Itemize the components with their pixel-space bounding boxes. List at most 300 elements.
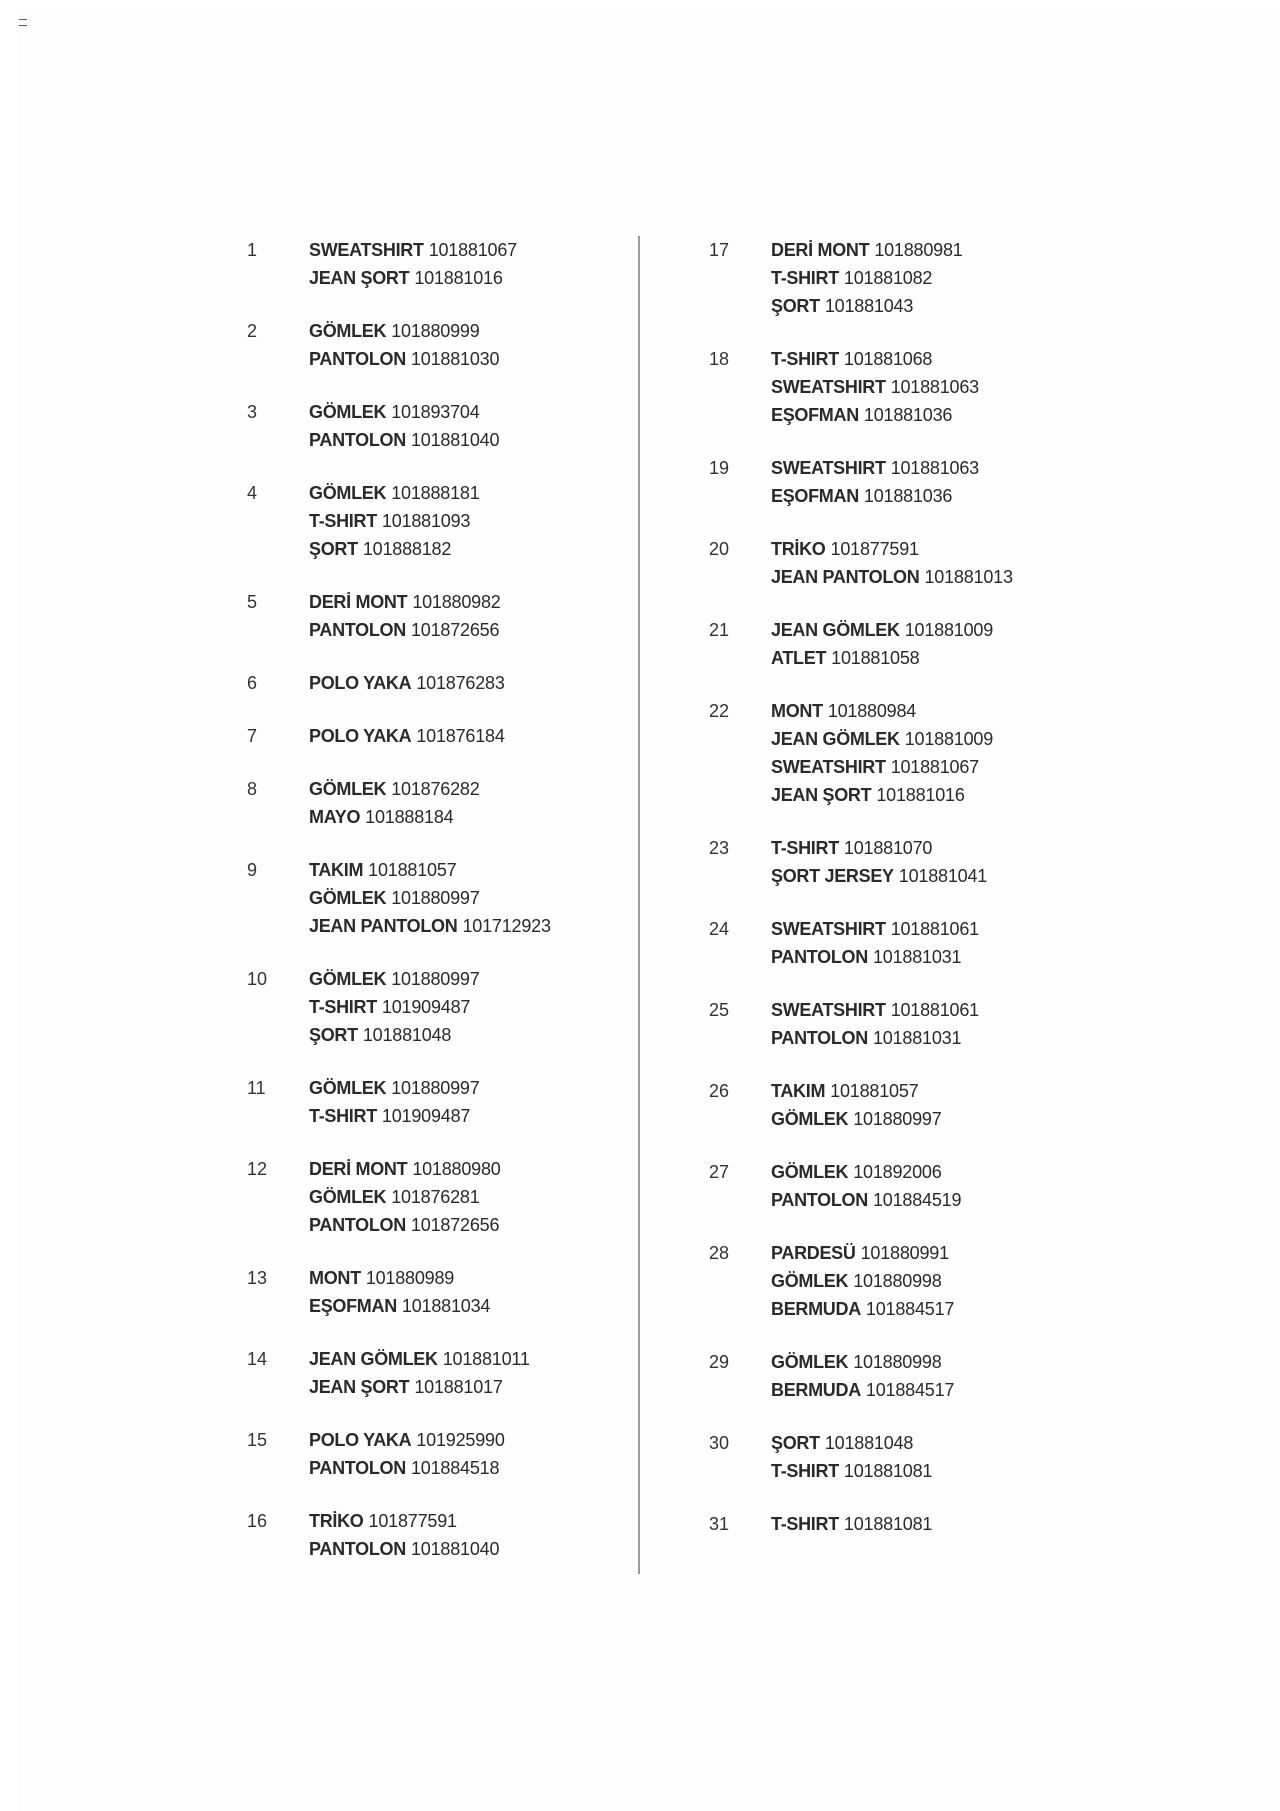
look-items [309,1155,627,1239]
product-code: 101881061 [890,919,979,939]
product-code: 101876283 [416,673,505,693]
product-line [309,1102,627,1130]
look-items [771,1348,1129,1404]
look-number: 21 [709,620,730,640]
product-name: MAYO [309,807,361,827]
product-line [771,373,1129,401]
look-items [771,1429,1129,1485]
product-code: 101881030 [410,349,500,369]
product-name: ŞORT [771,1433,820,1453]
product-code: 101888184 [365,807,454,827]
product-line [771,753,1129,781]
product-line [771,781,1129,809]
look-entry [709,1077,1129,1133]
product-code: 101881082 [843,268,933,288]
product-name: GÖMLEK [771,1162,849,1182]
product-code: 101881057 [368,860,457,880]
product-code: 101881031 [872,947,962,967]
look-number: 30 [709,1433,730,1453]
product-name: PANTOLON [309,1215,406,1235]
product-code: 101881016 [414,268,503,288]
look-items [771,616,1129,672]
product-code: 101888181 [391,483,480,503]
look-number: 31 [709,1514,730,1534]
product-line [771,535,1129,563]
look-entry [709,1158,1129,1214]
look-number: 14 [247,1349,268,1369]
product-name: SWEATSHIRT [309,240,424,260]
product-line [309,1373,627,1401]
product-code: 101881057 [830,1081,919,1101]
product-code: 101884519 [872,1190,962,1210]
product-line [309,236,627,264]
product-code: 101877591 [830,539,919,559]
look-items [771,834,1129,890]
look-number: 1 [247,240,258,260]
product-line [771,1024,1129,1052]
product-code: 101872656 [410,620,500,640]
product-line [771,1510,1129,1538]
product-line [771,1376,1129,1404]
product-name: POLO YAKA [309,673,412,693]
look-entry [709,616,1129,672]
look-number: 5 [247,592,258,612]
product-code: 101881067 [890,757,979,777]
look-items [309,588,627,644]
product-line [771,292,1129,320]
look-number: 18 [709,349,730,369]
product-line [309,803,627,831]
product-code: 101880997 [391,969,480,989]
product-name: PARDESÜ [771,1243,856,1263]
look-entry [247,775,627,831]
product-code: 101881016 [876,785,965,805]
look-entry [247,479,627,563]
look-entry [247,1074,627,1130]
look-number: 13 [247,1268,268,1288]
product-name: MONT [771,701,823,721]
product-name: GÖMLEK [771,1109,849,1129]
look-items [309,398,627,454]
look-entry [709,697,1129,809]
product-code: 101925990 [416,1430,505,1450]
product-line [309,398,627,426]
product-code: 101881081 [843,1461,933,1481]
product-code: 101881068 [843,349,933,369]
product-line [771,1105,1129,1133]
product-code: 101881009 [904,729,994,749]
product-code: 101888182 [362,539,452,559]
product-name: ŞORT [309,1025,358,1045]
product-name: SWEATSHIRT [771,458,886,478]
product-name: T-SHIRT [771,1514,839,1534]
product-line [309,775,627,803]
product-line [309,884,627,912]
product-name: T-SHIRT [309,1106,377,1126]
look-items [771,236,1129,320]
look-items [771,1077,1129,1133]
look-entry [247,1507,627,1563]
look-items [771,996,1129,1052]
look-number: 6 [247,673,258,693]
product-line [309,912,627,940]
menu-icon[interactable] [19,19,27,26]
product-line [309,588,627,616]
product-name: ŞORT [309,539,358,559]
look-entry [247,588,627,644]
product-line [771,697,1129,725]
product-line [771,915,1129,943]
product-name: JEAN PANTOLON [309,916,458,936]
product-name: SWEATSHIRT [771,757,886,777]
product-name: POLO YAKA [309,1430,412,1450]
look-entry [247,317,627,373]
product-line [309,426,627,454]
look-entry [247,398,627,454]
look-items [309,1264,627,1320]
product-line [771,401,1129,429]
product-name: JEAN PANTOLON [771,567,920,587]
product-code: 101872656 [410,1215,500,1235]
product-name: DERİ MONT [309,1159,408,1179]
column-divider [638,236,640,1574]
product-code: 101881048 [824,1433,914,1453]
look-entry [247,1426,627,1482]
product-name: JEAN ŞORT [309,268,410,288]
product-name: PANTOLON [771,947,868,967]
look-entry [247,236,627,292]
product-line [771,996,1129,1024]
product-name: T-SHIRT [309,997,377,1017]
product-line [309,535,627,563]
product-name: PANTOLON [309,430,406,450]
product-code: 101881036 [863,486,953,506]
product-name: GÖMLEK [309,1187,387,1207]
look-number: 19 [709,458,730,478]
product-name: SWEATSHIRT [771,919,886,939]
product-code: 101881009 [904,620,994,640]
product-line [771,1239,1129,1267]
product-line [309,1211,627,1239]
product-name: GÖMLEK [309,321,387,341]
look-items [309,1345,627,1401]
product-code: 101881081 [843,1514,933,1534]
product-name: MONT [309,1268,361,1288]
product-code: 101712923 [462,916,551,936]
look-entry [247,722,627,750]
product-line [309,1454,627,1482]
look-number: 11 [247,1078,266,1098]
product-name: GÖMLEK [309,779,387,799]
product-name: SWEATSHIRT [771,377,886,397]
product-name: PANTOLON [771,1028,868,1048]
product-line [309,1155,627,1183]
look-number: 27 [709,1162,730,1182]
product-code: 101881063 [890,458,979,478]
look-number: 20 [709,539,730,559]
product-line [771,1186,1129,1214]
product-line [309,507,627,535]
look-entry [247,1264,627,1320]
product-name: JEAN GÖMLEK [771,620,900,640]
product-line [771,345,1129,373]
look-items [309,965,627,1049]
product-line [309,317,627,345]
product-code: 101881017 [414,1377,503,1397]
look-number: 8 [247,779,258,799]
product-line [771,862,1129,890]
product-name: GÖMLEK [309,483,387,503]
product-name: PANTOLON [771,1190,868,1210]
product-name: T-SHIRT [771,268,839,288]
product-line [309,965,627,993]
product-line [309,616,627,644]
product-name: JEAN ŞORT [309,1377,410,1397]
product-name: JEAN GÖMLEK [771,729,900,749]
look-items [309,1074,627,1130]
product-line [309,1292,627,1320]
product-name: TRİKO [309,1511,364,1531]
product-name: T-SHIRT [309,511,377,531]
look-items [309,669,627,697]
look-entry [709,996,1129,1052]
product-name: JEAN ŞORT [771,785,872,805]
product-name: TAKIM [771,1081,826,1101]
look-items [771,345,1129,429]
product-line [771,264,1129,292]
product-name: EŞOFMAN [771,486,859,506]
product-code: 101881040 [410,1539,500,1559]
product-code: 101881070 [843,838,933,858]
product-line [309,1264,627,1292]
look-number: 25 [709,1000,730,1020]
look-number: 26 [709,1081,730,1101]
product-code: 101884517 [865,1299,955,1319]
look-number: 16 [247,1511,268,1531]
product-code: 101876282 [391,779,480,799]
look-entry [709,1348,1129,1404]
look-number: 23 [709,838,730,858]
look-items [771,535,1129,591]
product-name: BERMUDA [771,1299,861,1319]
product-name: GÖMLEK [309,1078,387,1098]
look-items [771,454,1129,510]
product-line [309,993,627,1021]
product-line [309,856,627,884]
product-name: EŞOFMAN [771,405,859,425]
look-number: 9 [247,860,258,880]
look-items [771,1158,1129,1214]
product-line [309,1021,627,1049]
product-code: 101877591 [368,1511,457,1531]
look-items [771,915,1129,971]
look-number: 3 [247,402,258,422]
product-code: 101892006 [853,1162,942,1182]
product-line [309,1426,627,1454]
look-number: 17 [709,240,730,260]
product-line [771,454,1129,482]
look-items [309,722,627,750]
product-name: GÖMLEK [771,1271,849,1291]
product-line [771,236,1129,264]
product-name: TAKIM [309,860,364,880]
product-code: 101880984 [827,701,917,721]
product-code: 101880997 [853,1109,942,1129]
product-code: 101880980 [412,1159,501,1179]
product-code: 101881043 [824,296,914,316]
product-code: 101881034 [401,1296,491,1316]
product-code: 101881067 [428,240,517,260]
look-entry [709,454,1129,510]
look-items [771,1510,1129,1538]
look-items [771,697,1129,809]
product-code: 101880998 [853,1271,942,1291]
product-code: 101881031 [872,1028,962,1048]
look-number: 28 [709,1243,730,1263]
product-code: 101909487 [381,1106,471,1126]
look-entry [247,1345,627,1401]
look-number: 7 [247,726,258,746]
product-code: 101884518 [410,1458,500,1478]
look-entry [247,856,627,940]
product-line [309,1183,627,1211]
look-entry [709,1429,1129,1485]
product-name: GÖMLEK [309,888,387,908]
look-items [309,479,627,563]
product-name: DERİ MONT [771,240,870,260]
product-line [771,644,1129,672]
product-code: 101881040 [410,430,500,450]
product-name: GÖMLEK [309,402,387,422]
product-name: GÖMLEK [309,969,387,989]
product-code: 101881063 [890,377,979,397]
menu-icon-bar [19,25,27,26]
product-code: 101880998 [853,1352,942,1372]
product-line [771,1158,1129,1186]
look-number: 10 [247,969,268,989]
product-line [309,1074,627,1102]
product-code: 101881093 [381,511,471,531]
product-name: GÖMLEK [771,1352,849,1372]
look-entry [709,915,1129,971]
product-code: 101884517 [865,1380,955,1400]
look-entry [709,236,1129,320]
product-code: 101880999 [391,321,480,341]
look-entry [709,345,1129,429]
look-number: 22 [709,701,730,721]
look-entry [709,535,1129,591]
product-code: 101881061 [890,1000,979,1020]
look-number: 12 [247,1159,268,1179]
product-code: 101880989 [365,1268,455,1288]
product-name: POLO YAKA [309,726,412,746]
product-line [771,725,1129,753]
product-line [309,722,627,750]
product-name: ŞORT JERSEY [771,866,894,886]
product-name: PANTOLON [309,1458,406,1478]
look-items [309,856,627,940]
product-line [309,1535,627,1563]
product-code: 101909487 [381,997,471,1017]
product-code: 101881041 [898,866,988,886]
product-line [771,482,1129,510]
product-line [771,943,1129,971]
product-line [771,1429,1129,1457]
look-entry [709,1239,1129,1323]
product-code: 101880981 [874,240,963,260]
product-name: DERİ MONT [309,592,408,612]
look-entry [709,834,1129,890]
look-items [309,317,627,373]
product-line [309,345,627,373]
product-code: 101880997 [391,888,480,908]
product-code: 101880982 [412,592,501,612]
look-entry [709,1510,1129,1538]
product-name: T-SHIRT [771,349,839,369]
product-line [771,1077,1129,1105]
product-code: 101876281 [391,1187,480,1207]
product-code: 101881013 [924,567,1013,587]
look-number: 15 [247,1430,268,1450]
product-line [309,1507,627,1535]
look-number: 24 [709,919,730,939]
product-line [771,834,1129,862]
look-entry [247,669,627,697]
product-code: 101880997 [391,1078,480,1098]
product-index-right-column [709,236,1129,1563]
product-line [771,1267,1129,1295]
product-name: PANTOLON [309,1539,406,1559]
product-code: 101880991 [860,1243,949,1263]
product-line [309,479,627,507]
product-line [771,616,1129,644]
product-name: T-SHIRT [771,1461,839,1481]
product-code: 101881048 [362,1025,452,1045]
product-index-left-column [247,236,627,1588]
product-name: ATLET [771,648,827,668]
product-line [309,1345,627,1373]
product-name: BERMUDA [771,1380,861,1400]
product-line [309,264,627,292]
look-items [309,1426,627,1482]
product-name: PANTOLON [309,620,406,640]
product-code: 101881058 [831,648,920,668]
product-line [771,563,1129,591]
product-code: 101893704 [391,402,480,422]
product-name: TRİKO [771,539,826,559]
product-code: 101881011 [442,1349,530,1369]
look-items [771,1239,1129,1323]
product-name: EŞOFMAN [309,1296,397,1316]
product-name: T-SHIRT [771,838,839,858]
product-line [771,1295,1129,1323]
product-name: PANTOLON [309,349,406,369]
product-line [309,669,627,697]
product-name: JEAN GÖMLEK [309,1349,438,1369]
menu-icon-bar [19,19,27,20]
look-number: 29 [709,1352,730,1372]
look-entry [247,1155,627,1239]
product-line [771,1457,1129,1485]
product-code: 101881036 [863,405,953,425]
product-name: ŞORT [771,296,820,316]
look-items [309,775,627,831]
look-entry [247,965,627,1049]
look-number: 2 [247,321,258,341]
product-code: 101876184 [416,726,505,746]
product-name: SWEATSHIRT [771,1000,886,1020]
product-line [771,1348,1129,1376]
